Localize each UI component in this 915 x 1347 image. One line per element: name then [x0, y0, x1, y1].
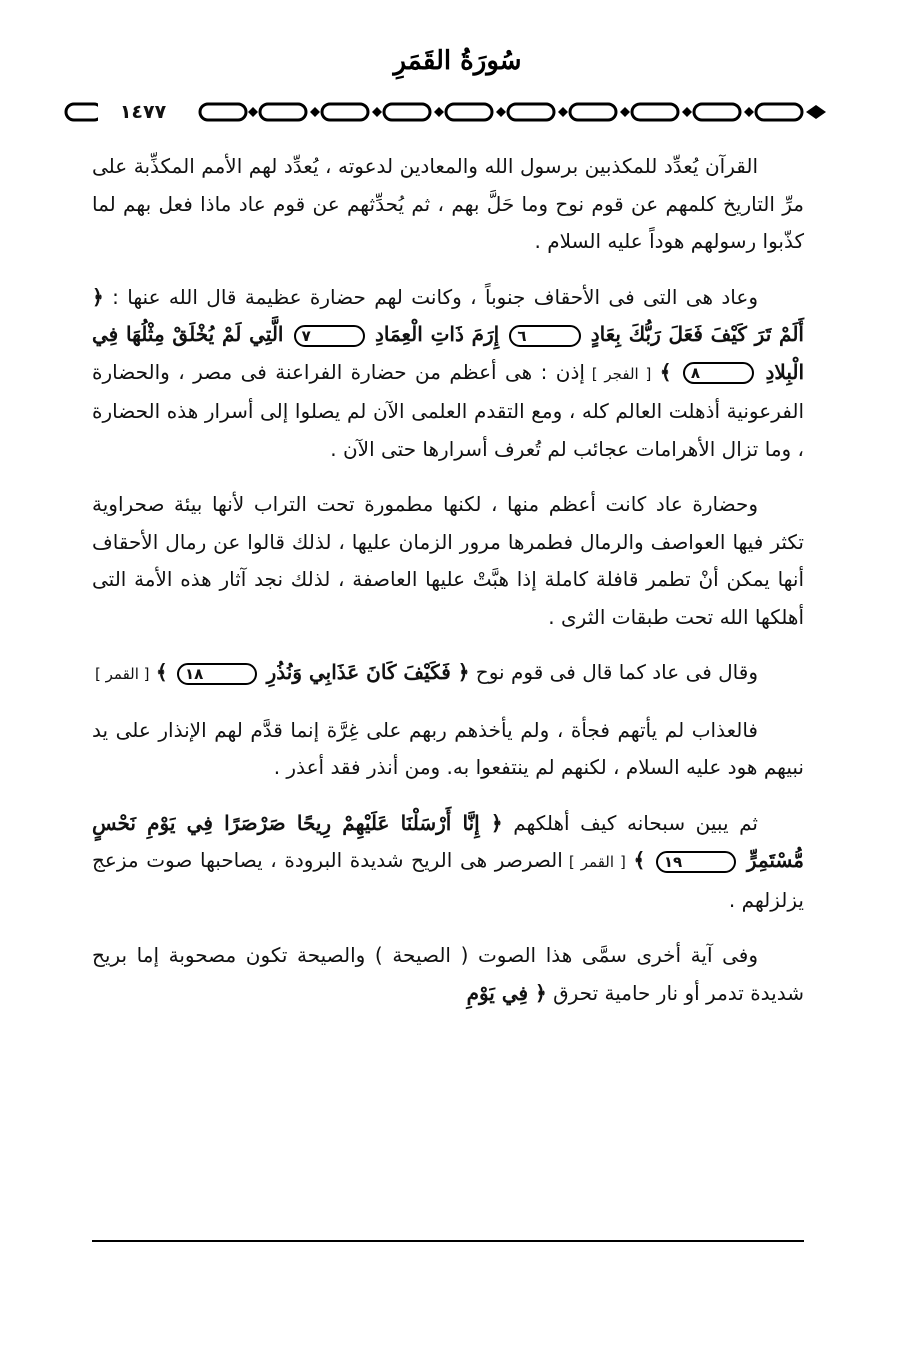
paragraph: [92, 148, 804, 261]
paragraph: [92, 712, 804, 787]
surah-reference: [ القمر ]: [95, 665, 150, 683]
quran-verse: ﴾: [659, 359, 672, 384]
quran-verse: ﴿ أَلَمْ تَرَ كَيْفَ فَعَلَ رَبُّكَ بِعَادٍ: [92, 284, 804, 346]
verse-number: ٧: [294, 325, 365, 347]
verse-number: ١٨: [177, 663, 257, 685]
text-segment: الصرصر هى الريح شديدة البرودة ، يصاحبها صوت مزعج يزلزلهم .: [92, 848, 804, 912]
verse-number: ٦: [509, 325, 580, 347]
quran-verse: ﴿ فَكَيْفَ كَانَ عَذَابِي وَنُذُرِ: [266, 660, 470, 684]
paragraph: [92, 805, 804, 920]
verse-number: ٨: [683, 362, 754, 384]
paragraph: [92, 654, 804, 694]
surah-reference: [ القمر ]: [562, 853, 626, 871]
quran-verse: ﴾: [633, 848, 646, 872]
verse-number: ١٩: [656, 851, 736, 873]
paragraph: [92, 486, 804, 636]
page-number: ١٤٧٧: [98, 98, 188, 126]
text-segment: وعاد هى التى فى الأحقاف جنوباً ، وكانت لهم حضارة عظيمة قال الله عنها :: [103, 284, 758, 309]
quran-verse: ﴾: [155, 660, 168, 684]
text-segment: وفى آية أخرى سمَّى هذا الصوت ( الصيحة ) والصيحة تكون مصحوبة إما بريح شديدة تدمر أو نار حامية تحرق: [92, 943, 804, 1005]
quran-verse: ﴿ إِنَّا أَرْسَلْنَا عَلَيْهِمْ رِيحًا صَرْصَرًا فِي يَوْمِ نَحْسٍ مُّسْتَمِرٍّ: [92, 810, 804, 872]
paragraph: [92, 937, 804, 1012]
surah-title: سُورَةُ القَمَرِ: [393, 46, 522, 76]
quran-verse: ﴿ فِي يَوْمِ: [466, 980, 547, 1005]
text-segment: إذن : هى أعظم من حضارة الفراعنة فى مصر ، والحضارة الفرعونية أذهلت العالم كله ، ومع التقدم العلمى الآن لم يصلوا إلى أسرار هذه الحضارة ، وما تزال الأهرامات عجائب لم تُعرف أسرارها حتى الآن .: [92, 359, 804, 461]
text-segment: وحضارة عاد كانت أعظم منها ، لكنها مطمورة تحت التراب لأنها بيئة صحراوية تكثر فيها العواصف والرمال فطمرها مرور الزمان عليها ، لذلك قالوا عن رمال الأحقاف أنها يمكن أنْ تطمر قافلة كاملة إذا هبَّتْ عليها العاصفة ، لذلك نجد آثار هذه الأمة التى أهلكها الله تحت طبقات الثرى .: [92, 492, 804, 629]
text-segment: القرآن يُعدِّد للمكذبين برسول الله والمعادين لدعوته ، يُعدِّد لهم الأمم المكذِّبة على مرِّ التاريخ كلمهم عن قوم نوح وما حَلَّ بهم ، ثم يُحدِّثهم عن قوم عاد ماذا فعل بهم لما كذّبوا رسولهم هوداً عليه السلام .: [92, 154, 804, 253]
page-body-text: [92, 148, 804, 1012]
footer-divider: [92, 1240, 804, 1242]
paragraph: [92, 279, 804, 469]
surah-reference: [ الفجر ]: [584, 364, 652, 383]
text-segment: ثم يبين سبحانه كيف أهلكهم: [502, 810, 758, 835]
text-segment: فالعذاب لم يأتهم فجأة ، ولم يأخذهم ربهم على غِرَّة إنما قدَّم لهم الإنذار على يد نبيهم هود عليه السلام ، لكنهم لم ينتفعوا به. ومن أنذر فقد أعذر .: [92, 717, 804, 779]
quran-verse: الَّتِي لَمْ يُخْلَقْ مِثْلُهَا فِي الْبِلادِ: [92, 322, 805, 384]
text-segment: وقال فى عاد كما قال فى قوم نوح: [469, 660, 758, 684]
quran-verse: إِرَمَ ذَاتِ الْعِمَادِ: [374, 322, 500, 346]
